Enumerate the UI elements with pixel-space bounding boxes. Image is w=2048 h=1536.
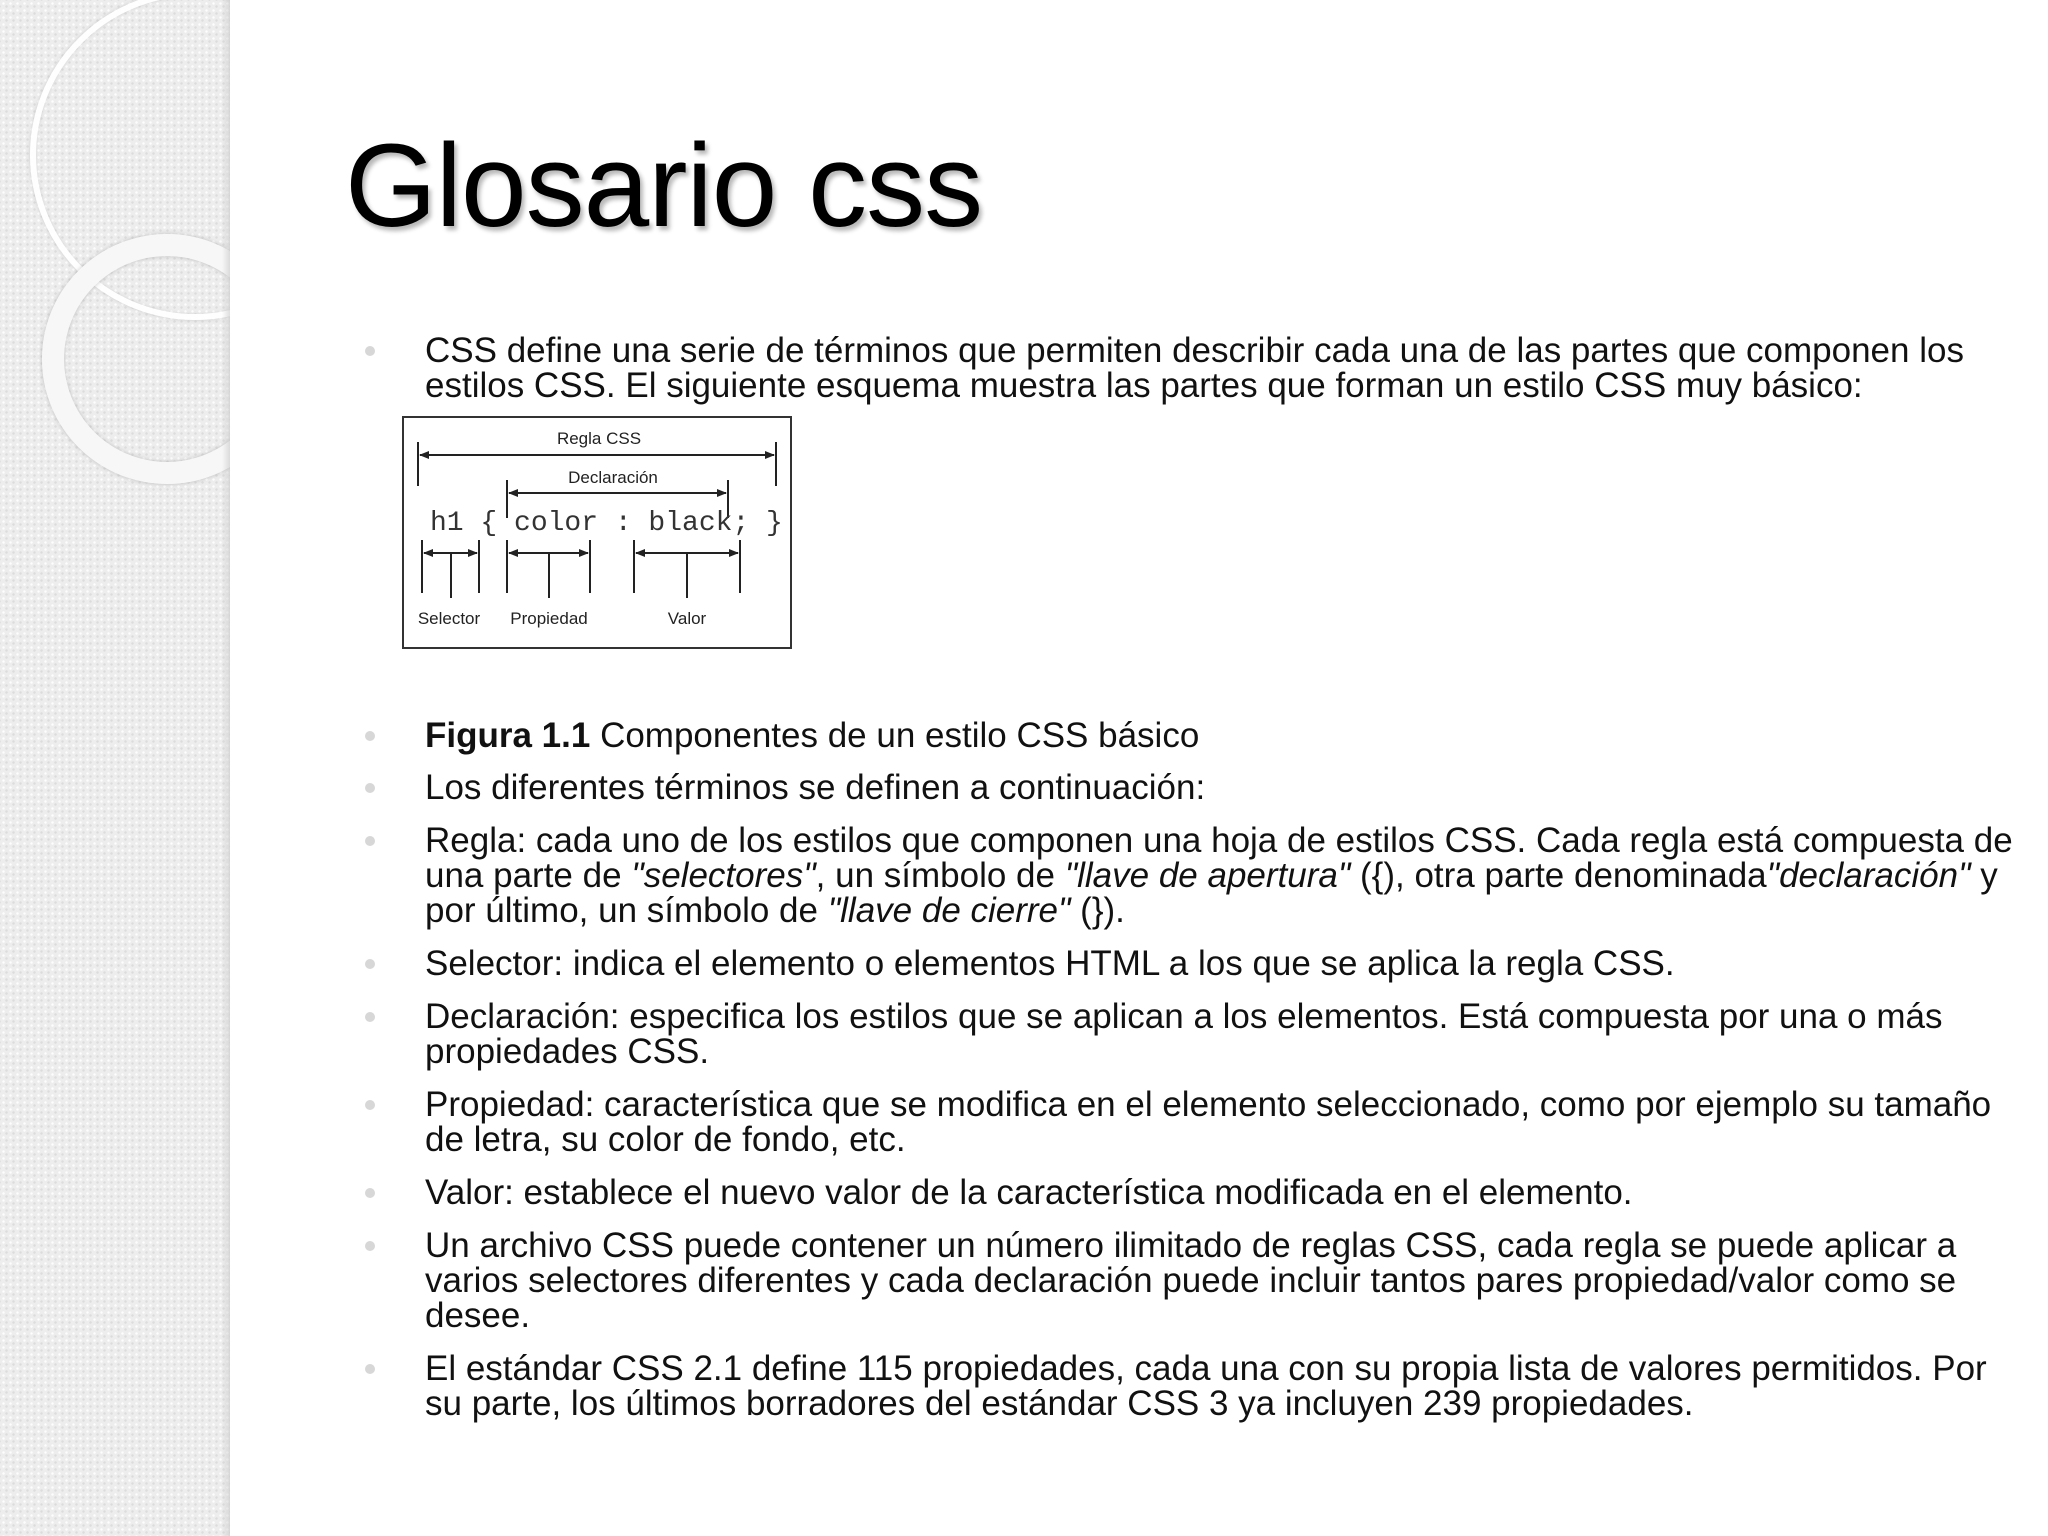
- regla-text-2: , un símbolo de: [815, 856, 1065, 895]
- bullet-dot: [365, 346, 375, 356]
- estandar-definition: El estándar CSS 2.1 define 115 propiedades, cada una con su propia lista de valores permitidos. Por su parte, los últimos borradores del estándar CSS 3 ya incluyen 239 propiedades.: [425, 1349, 1987, 1423]
- decorative-sidebar: [0, 0, 230, 1536]
- regla-emphasis-llave-cierre: "llave de cierre": [827, 891, 1071, 930]
- regla-text-5: (}).: [1070, 891, 1125, 930]
- decorative-ring-small: [42, 234, 230, 484]
- valor-definition: Valor: establece el nuevo valor de la característica modificada en el elemento.: [425, 1173, 1633, 1212]
- regla-emphasis-selectores: "selectores": [631, 856, 816, 895]
- regla-text-3: ({), otra parte denominada: [1350, 856, 1767, 895]
- bullet-dot: [365, 1100, 375, 1110]
- bullet-dot: [365, 1188, 375, 1198]
- bullet-dot: [365, 731, 375, 741]
- diagram-code: h1 { color : black; }: [430, 508, 783, 539]
- css-rule-diagram: [402, 416, 792, 649]
- terms-intro: Los diferentes términos se definen a continuación:: [425, 768, 1206, 807]
- bullet-dot: [365, 959, 375, 969]
- bullet-dot: [365, 836, 375, 846]
- slide-title: Glosario css: [345, 120, 983, 252]
- regla-text-4: y por último, un símbolo de: [425, 856, 1998, 930]
- bullet-dot: [365, 783, 375, 793]
- bullet-dot: [365, 1241, 375, 1251]
- diagram-selector-label: Selector: [417, 609, 481, 628]
- diagram-regla-label: Regla CSS: [556, 429, 642, 448]
- bullet-dot: [365, 1012, 375, 1022]
- figure-caption-text: Componentes de un estilo CSS básico: [600, 716, 1200, 755]
- selector-definition: Selector: indica el elemento o elementos HTML a los que se aplica la regla CSS.: [425, 944, 1675, 983]
- propiedad-definition: Propiedad: característica que se modifica en el elemento seleccionado, como por ejemplo su tamaño de letra, su color de fondo, etc.: [425, 1085, 1992, 1159]
- archivo-definition: Un archivo CSS puede contener un número ilimitado de reglas CSS, cada regla se puede aplicar a varios selectores diferentes y cada declaración puede incluir tantos pares propiedad/valor como se desee.: [425, 1226, 1957, 1335]
- diagram-valor-label: Valor: [667, 609, 707, 628]
- regla-emphasis-llave-apertura: "llave de apertura": [1064, 856, 1351, 895]
- diagram-svg: [404, 418, 790, 647]
- diagram-declaracion-label: Declaración: [568, 468, 658, 487]
- bullet-dot: [365, 1364, 375, 1374]
- sidebar-edge: [222, 0, 230, 1536]
- intro-paragraph: CSS define una serie de términos que permiten describir cada una de las partes que componen los estilos CSS. El siguiente esquema muestra las partes que forman un estilo CSS muy básico:: [425, 333, 1964, 405]
- figure-caption: [425, 718, 2015, 753]
- regla-emphasis-declaracion: "declaración": [1766, 856, 1971, 895]
- declaracion-definition: Declaración: especifica los estilos que se aplican a los elementos. Está compuesta por una o más propiedades CSS.: [425, 997, 1943, 1071]
- regla-definition: [425, 823, 2015, 928]
- diagram-propiedad-label: Propiedad: [510, 609, 588, 628]
- regla-text-1: Regla: cada uno de los estilos que componen una hoja de estilos CSS. Cada regla está compuesta de una parte de: [425, 821, 2013, 895]
- figure-label: Figura 1.1: [425, 716, 591, 755]
